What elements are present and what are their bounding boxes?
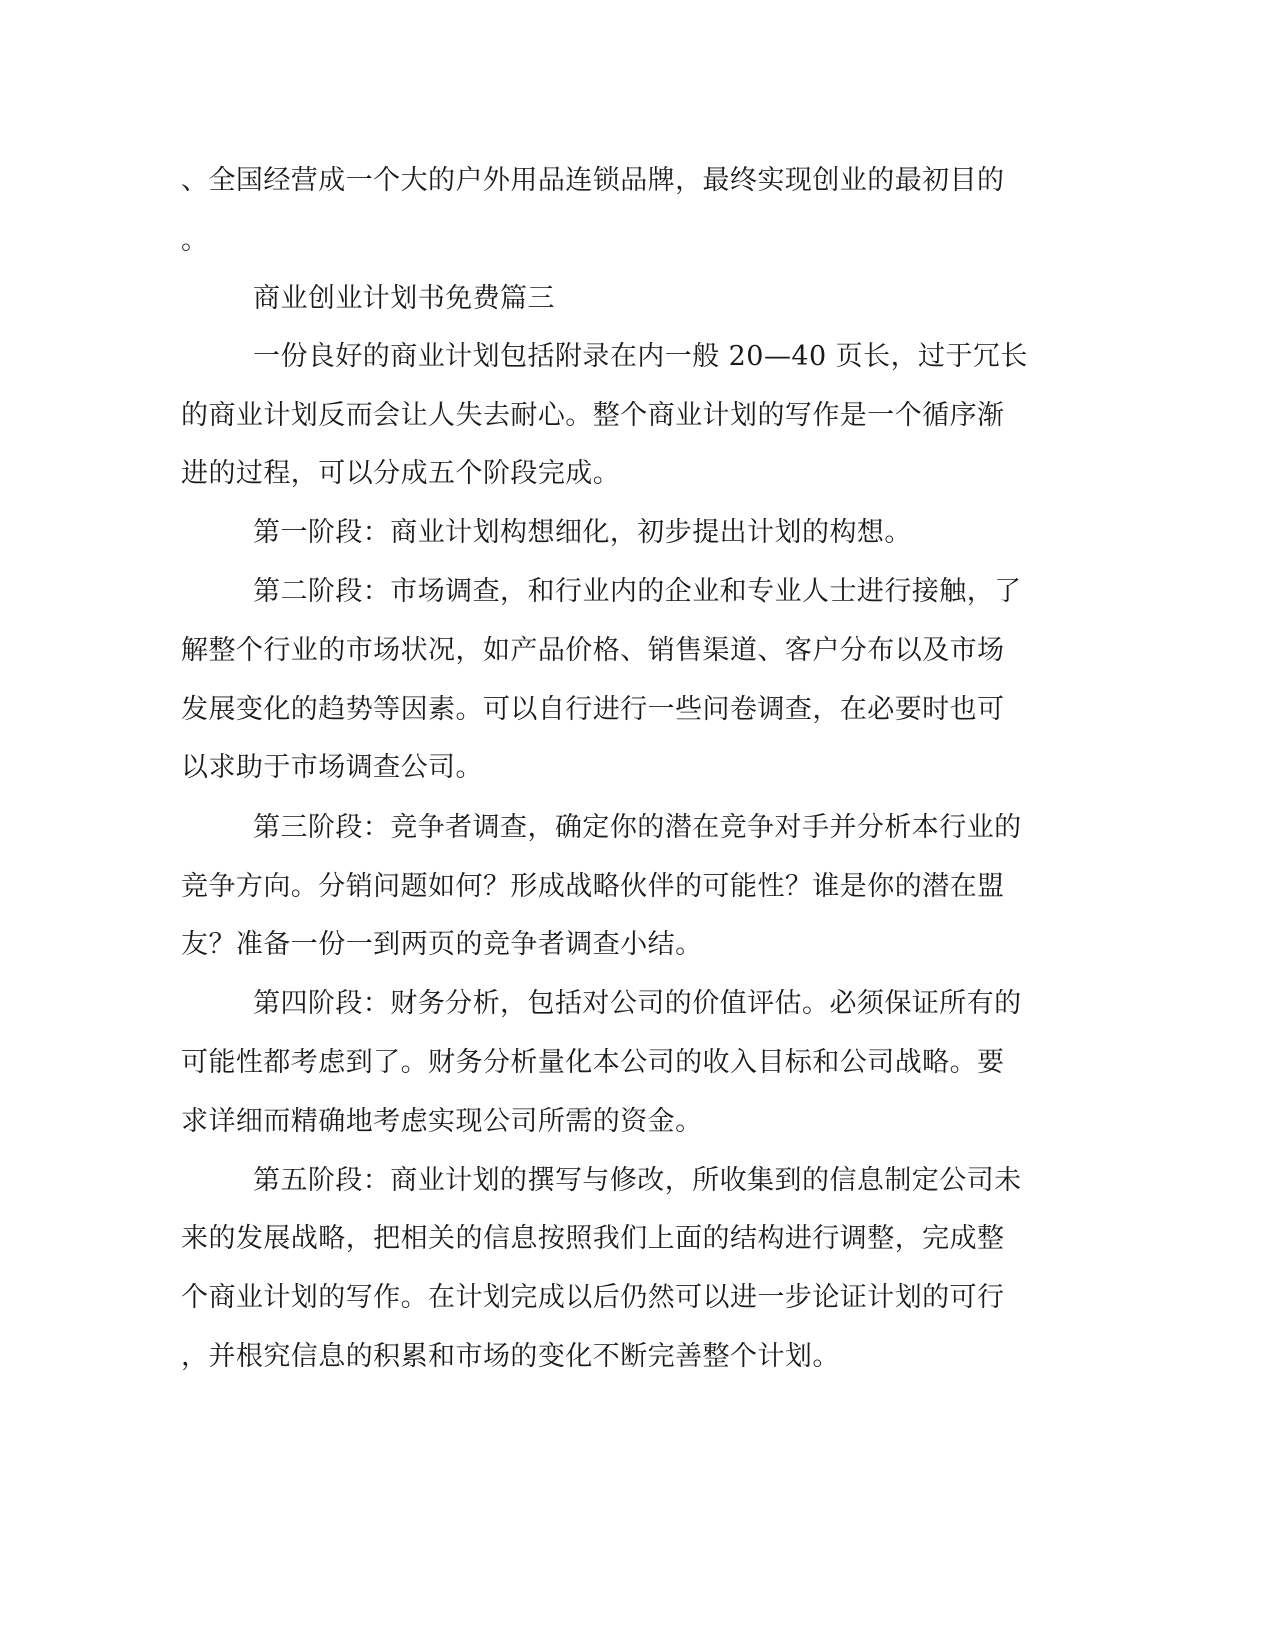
paragraph-line: 竞争方向。分销问题如何？形成战略伙伴的可能性？谁是你的潜在盟 [181,871,1005,902]
paragraph-line: 一份良好的商业计划包括附录在内一般 20—40 页长，过于冗长 [253,341,1028,372]
paragraph-line: 求详细而精确地考虑实现公司所需的资金。 [181,1106,703,1137]
paragraph-line: 的商业计划反而会让人失去耐心。整个商业计划的写作是一个循序渐 [181,400,1005,431]
paragraph-line: 个商业计划的写作。在计划完成以后仍然可以进一步论证计划的可行 [181,1282,1005,1313]
paragraph-line: 可能性都考虑到了。财务分析量化本公司的收入目标和公司战略。要 [181,1047,1005,1078]
paragraph-line: 第一阶段：商业计划构想细化，初步提出计划的构想。 [253,517,912,548]
paragraph-line: 发展变化的趋势等因素。可以自行进行一些问卷调查，在必要时也可 [181,694,1005,725]
paragraph-line: 第三阶段：竞争者调查，确定你的潜在竞争对手并分析本行业的 [253,812,1022,843]
paragraph-line: 。 [181,225,209,256]
paragraph-line: 、全国经营成一个大的户外用品连锁品牌，最终实现创业的最初目的 [181,165,1005,196]
paragraph-line: 友？准备一份一到两页的竞争者调查小结。 [181,929,703,960]
paragraph-line: 第二阶段：市场调查，和行业内的企业和专业人士进行接触，了 [253,576,1022,607]
paragraph-line: 以求助于市场调查公司。 [181,752,483,783]
paragraph-line: 解整个行业的市场状况，如产品价格、销售渠道、客户分布以及市场 [181,635,1005,666]
paragraph-line: 来的发展战略，把相关的信息按照我们上面的结构进行调整，完成整 [181,1223,1005,1254]
paragraph-line: 进的过程，可以分成五个阶段完成。 [181,458,621,489]
paragraph-line: 第四阶段：财务分析，包括对公司的价值评估。必须保证所有的 [253,988,1022,1019]
paragraph-line: ，并根究信息的积累和市场的变化不断完善整个计划。 [181,1341,840,1372]
paragraph-line: 第五阶段：商业计划的撰写与修改，所收集到的信息制定公司未 [253,1165,1022,1196]
section-heading: 商业创业计划书免费篇三 [253,283,555,314]
